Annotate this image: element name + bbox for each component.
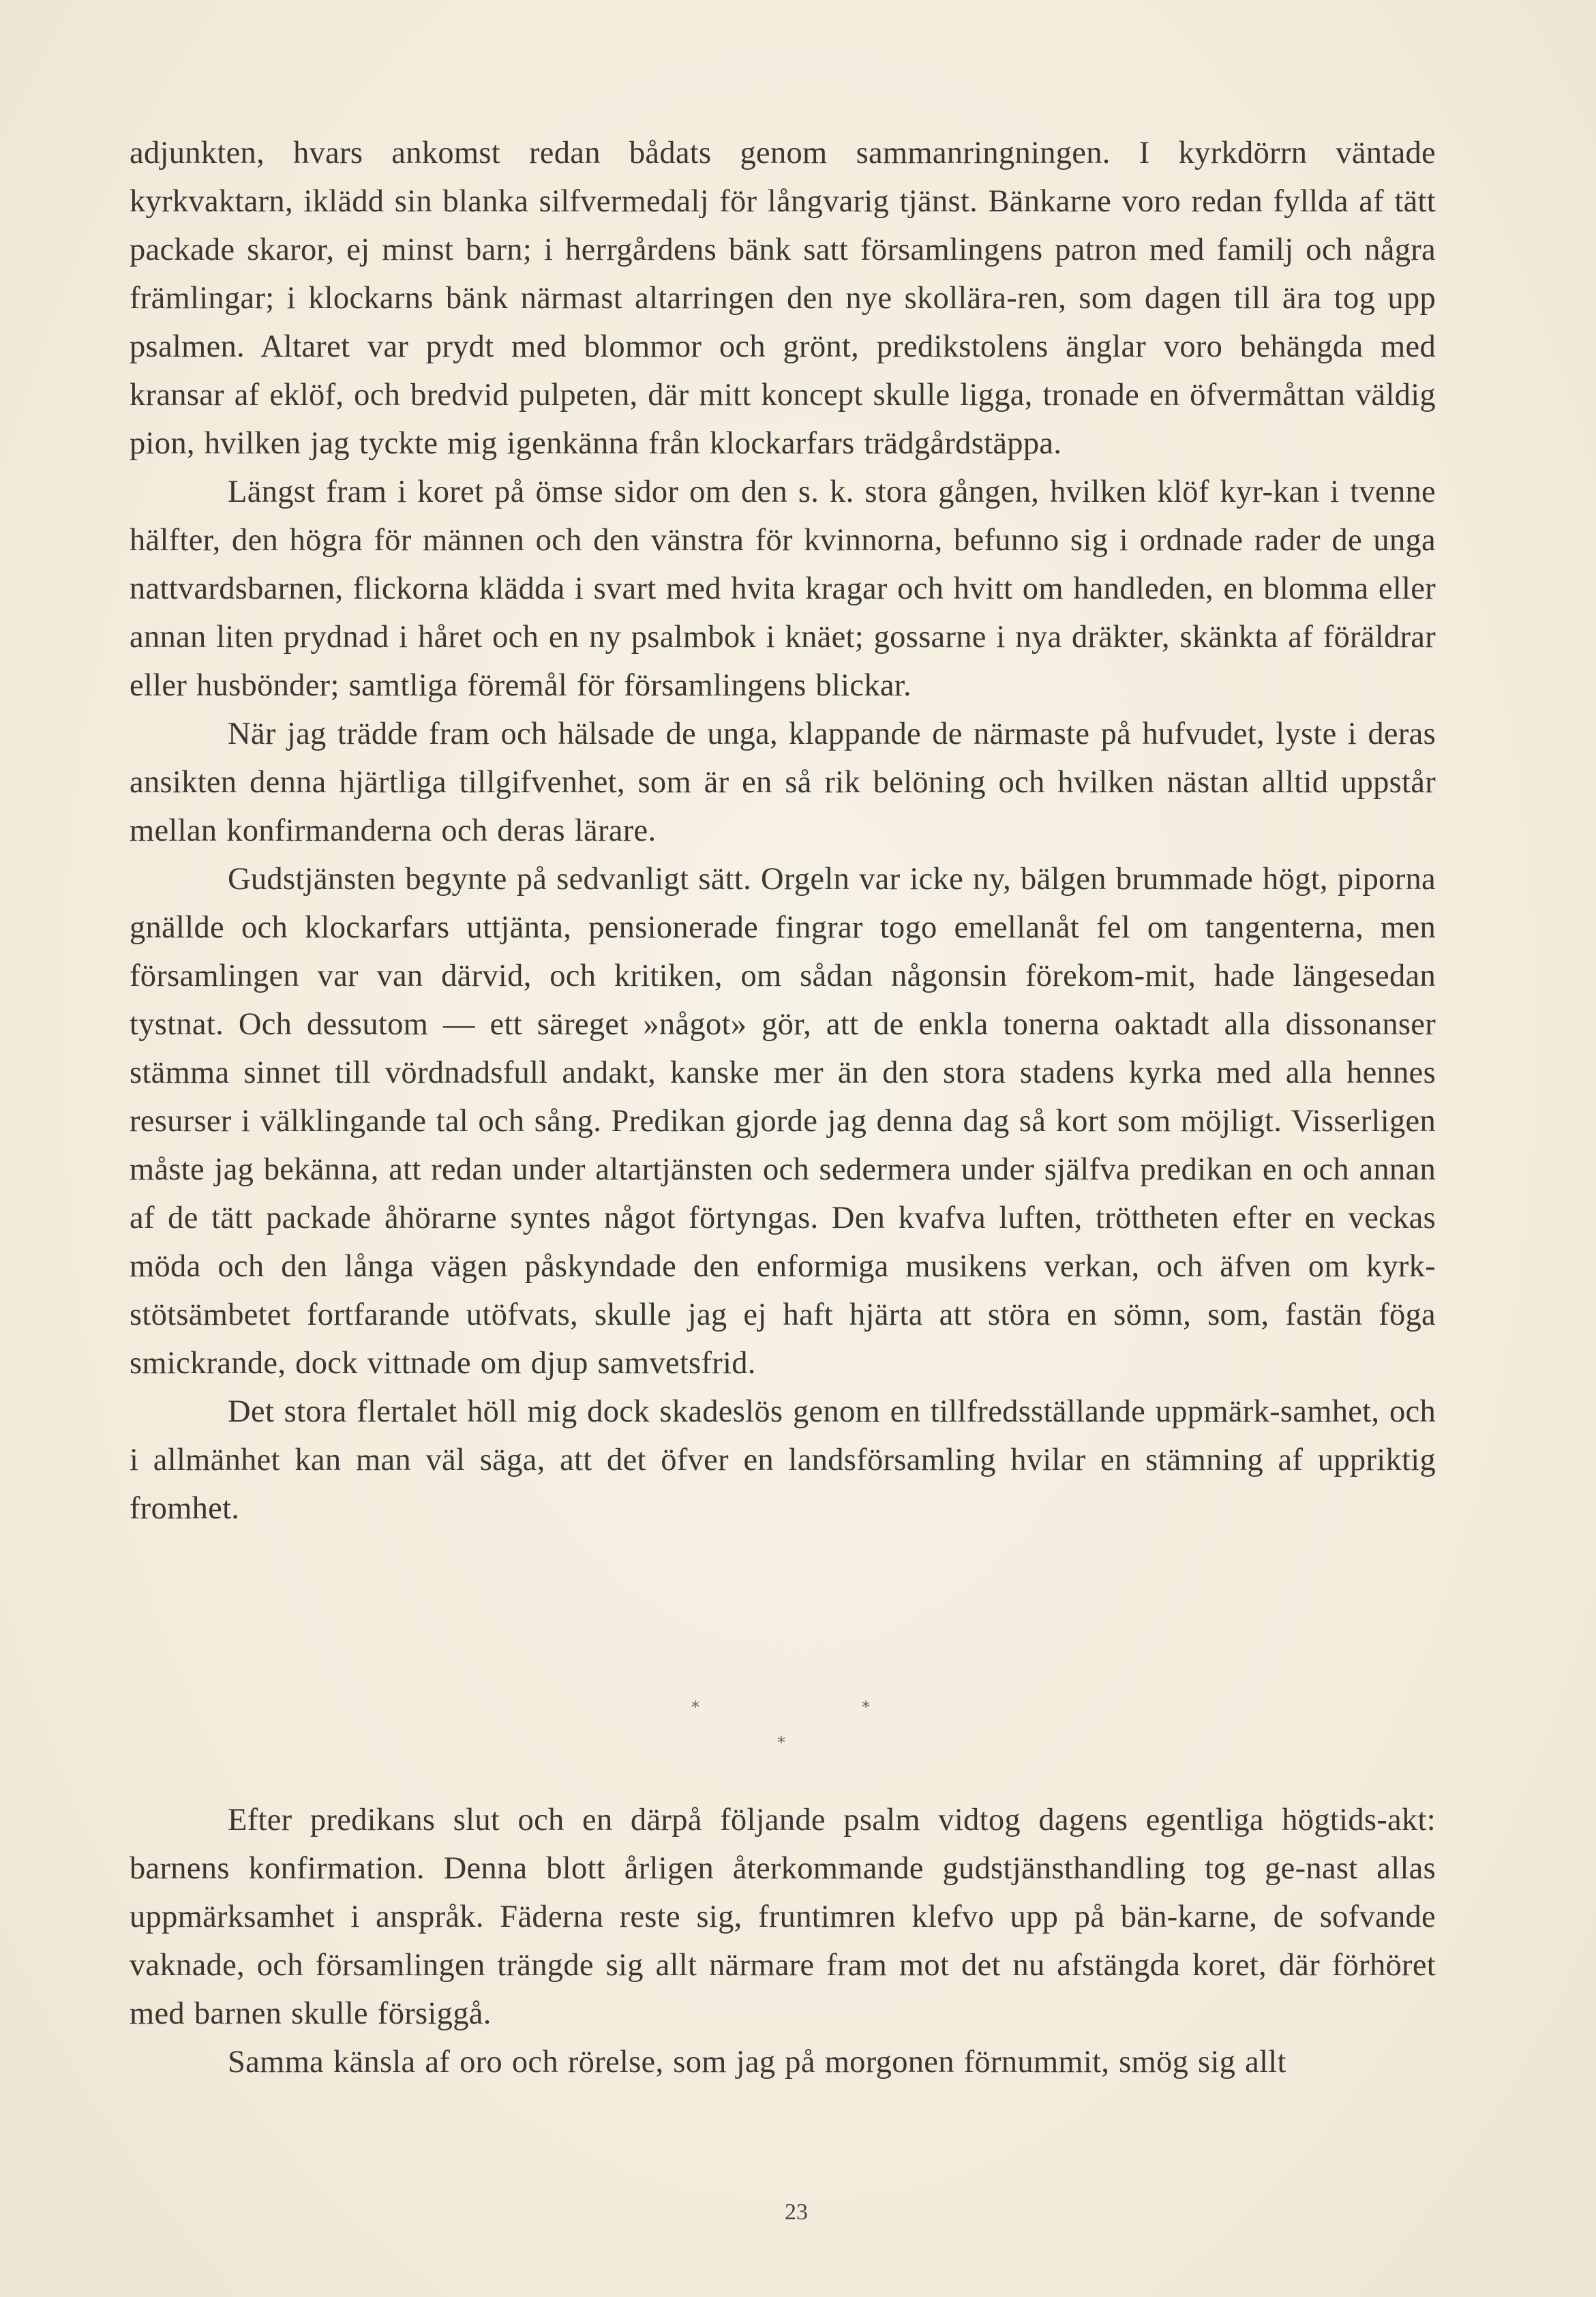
paragraph-service: Gudstjänsten begynte på sedvanligt sätt. Orgeln var icke ny, bälgen brummade högt, piporna gnällde och klockarfars uttjänta, pensionerade fingrar togo emellanåt fel om tangenterna, men församlingen var van därvid, och kritiken, om sådan någonsin förekom-mit, hade längesedan tystnat. Och dessutom — ett säreget »något» gör, att de enkla tonerna oaktadt alla dissonanser stämma sinnet till vördnadsfull andakt, kanske mer än den stora stadens kyrka med alla hennes resurser i välklingande tal och sång. Predikan gjorde jag denna dag så kort som möjligt. Visserligen måste jag bekänna, att redan under altartjänsten och sedermera under själfva predikan en och annan af de tätt packade åhörarne syntes något förtyngas. Den kvafva luften, tröttheten efter en veckas möda och den långa vägen påskyndade den enformiga musikens verkan, och äfven om kyrk-stötsämbetet fortfarande utöfvats, skulle jag ej haft hjärta att störa en sömn, som, fastän föga smickrande, dock vittnade om djup samvetsfrid. <box>130 862 1436 1381</box>
paragraph-greeting: När jag trädde fram och hälsade de unga, klappande de närmaste på hufvudet, lyste i deras ansikten denna hjärtliga tillgifvenhet, som är en så rik belöning och hvilken nästan alltid uppstår mellan konfirmanderna och deras lärare. <box>130 717 1436 848</box>
text-section-confirmation <box>130 1796 1436 2086</box>
paragraph-attention: Det stora flertalet höll mig dock skadeslös genom en tillfredsställande uppmärk-samhet, och i allmänhet kan man väl säga, att det öfver en landsförsamling hvilar en stämning af uppriktig fromhet. <box>130 1394 1436 1526</box>
section-break-asterism <box>0 1698 1596 1773</box>
asterisk-icon: * <box>862 1698 870 1717</box>
page-number: 23 <box>785 2200 808 2225</box>
asterisk-icon: * <box>691 1698 699 1717</box>
paragraph-continuation: adjunkten, hvars ankomst redan bådats genom sammanringningen. I kyrkdörrn väntade kyrkvaktarn, iklädd sin blanka silfvermedalj för långvarig tjänst. Bänkarne voro redan fyllda af tätt packade skaror, ej minst barn; i herrgårdens bänk satt församlingens patron med familj och några främlingar; i klockarns bänk närmast altarringen den nye skollära-ren, som dagen till ära tog upp psalmen. Altaret var prydt med blommor och grönt, predikstolens änglar voro behängda med kransar af eklöf, och bredvid pulpeten, där mitt koncept skulle ligga, tronade en öfvermåttan väldig pion, hvilken jag tyckte mig igenkänna från klockarfars trädgårdstäppa. <box>130 136 1436 461</box>
text-section-main <box>130 129 1436 1533</box>
paragraph-confirmation-act: Efter predikans slut och en därpå följande psalm vidtog dagens egentliga högtids-akt: barnens konfirmation. Denna blott årligen återkommande gudstjänsthandling tog ge-nast allas uppmärksamhet i anspråk. Fäderna reste sig, fruntimren klefvo upp på bän-karne, de sofvande vaknade, och församlingen trängde sig allt närmare fram mot det nu afstängda koret, där förhöret med barnen skulle försiggå. <box>130 1803 1436 2031</box>
paragraph-unrest: Samma känsla af oro och rörelse, som jag på morgonen förnummit, smög sig allt <box>228 2045 1286 2080</box>
paragraph-confirmands: Längst fram i koret på ömse sidor om den s. k. stora gången, hvilken klöf kyr-kan i tvenne hälfter, den högra för männen och den vänstra för kvinnorna, befunno sig i ordnade rader de unga nattvardsbarnen, flickorna klädda i svart med hvita kragar och hvitt om handleden, en blomma eller annan liten prydnad i håret och en ny psalmbok i knäet; gossarne i nya dräkter, skänkta af föräldrar eller husbönder; samtliga föremål för församlingens blickar. <box>130 475 1436 703</box>
asterisk-icon: * <box>777 1733 785 1752</box>
